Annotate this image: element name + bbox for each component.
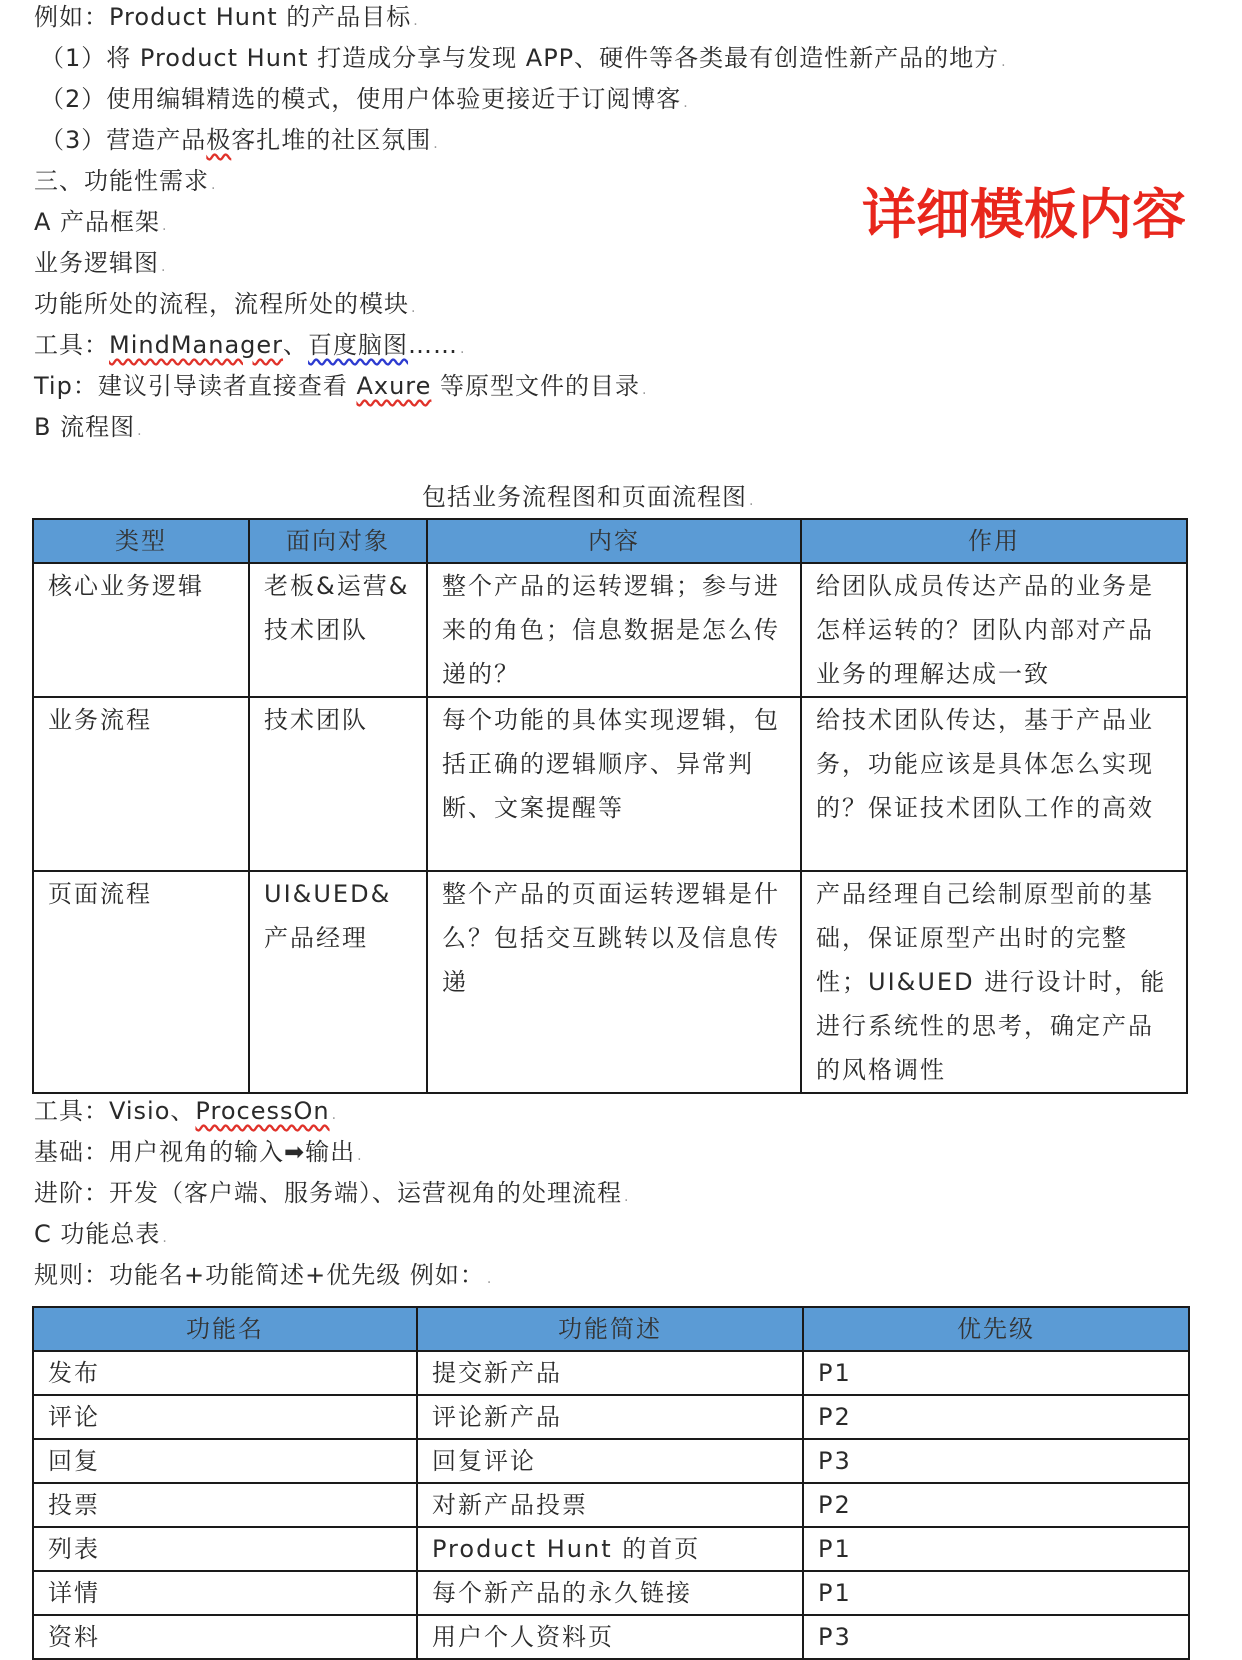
cell-priority: P3 [803, 1439, 1189, 1483]
text-line-goal-3: （3）营造产品极客扎堆的社区氛围 . [40, 126, 439, 154]
paragraph-mark: . [486, 1271, 493, 1287]
cell-purpose: 给技术团队传达，基于产品业务，功能应该是具体怎么实现的？保证技术团队工作的高效 [801, 697, 1187, 871]
feature-summary-table [32, 1306, 1190, 1660]
cell-priority: P2 [803, 1483, 1189, 1527]
text-line-example: 例如：Product Hunt 的产品目标 . [34, 3, 419, 31]
text-line-goal-2: （2）使用编辑精选的模式，使用户体验更接近于订阅博客 . [40, 85, 689, 113]
cell-feature-desc: 回复评论 [417, 1439, 803, 1483]
table-row [33, 697, 1187, 871]
table-row [33, 1483, 1189, 1527]
cell-feature-desc: 用户个人资料页 [417, 1615, 803, 1659]
paragraph-mark: . [683, 95, 689, 111]
spellcheck-word[interactable]: ProcessOn [195, 1097, 330, 1125]
cell-type: 业务流程 [33, 697, 249, 871]
table-row [33, 563, 1187, 697]
cell-purpose: 产品经理自己绘制原型前的基础，保证原型产出时的完整性；UI&UED 进行设计时，能进行系统性的思考，确定产品的风格调性 [801, 871, 1187, 1093]
table-row [33, 1351, 1189, 1395]
cell-feature-name: 回复 [33, 1439, 417, 1483]
heading-product-framework: A 产品框架 . [34, 208, 168, 236]
paragraph-mark: . [161, 259, 167, 275]
heading-flowchart: B 流程图 . [34, 413, 143, 441]
table-row [33, 1395, 1189, 1439]
grammar-check-word[interactable]: 百度脑图 [308, 331, 409, 359]
text-line-advanced: 进阶：开发（客户端、服务端）、运营视角的处理流程 . [34, 1179, 630, 1207]
cell-feature-name: 列表 [33, 1527, 417, 1571]
text-line-flow-module: 功能所处的流程，流程所处的模块 . [34, 290, 417, 318]
text-line-tools-2: 工具：Visio、ProcessOn . [34, 1097, 338, 1125]
table-row [33, 1571, 1189, 1615]
cell-feature-name: 发布 [33, 1351, 417, 1395]
paragraph-mark: . [624, 1189, 630, 1205]
column-header-priority: 优先级 [803, 1307, 1189, 1351]
paragraph-mark: . [137, 423, 143, 439]
column-header-type: 类型 [33, 519, 249, 563]
cell-feature-name: 详情 [33, 1571, 417, 1615]
cell-audience: UI&UED& 产品经理 [249, 871, 427, 1093]
cell-content: 每个功能的具体实现逻辑，包括正确的逻辑顺序、异常判断、文案提醒等 [427, 697, 801, 871]
text-line-goal-1: （1）将 Product Hunt 打造成分享与发现 APP、硬件等各类最有创造性新产品的地方 . [40, 44, 1007, 72]
paragraph-mark: . [162, 1230, 168, 1246]
cell-audience: 老板&运营&技术团队 [249, 563, 427, 697]
cell-purpose: 给团队成员传达产品的业务是怎样运转的？团队内部对产品业务的理解达成一致 [801, 563, 1187, 697]
overlay-title-stamp: 详细模板内容 [862, 183, 1186, 246]
cell-feature-desc: Product Hunt 的首页 [417, 1527, 803, 1571]
table-caption: 包括业务流程图和页面流程图 . [422, 483, 755, 511]
cell-feature-name: 评论 [33, 1395, 417, 1439]
flow-types-table [32, 518, 1188, 1094]
cell-type: 页面流程 [33, 871, 249, 1093]
paragraph-mark: . [642, 382, 648, 398]
cell-feature-desc: 每个新产品的永久链接 [417, 1571, 803, 1615]
column-header-feature-name: 功能名 [33, 1307, 417, 1351]
paragraph-mark: . [211, 177, 217, 193]
cell-priority: P1 [803, 1351, 1189, 1395]
paragraph-mark: . [331, 1107, 338, 1123]
column-header-feature-desc: 功能简述 [417, 1307, 803, 1351]
table-row [33, 1615, 1189, 1659]
column-header-purpose: 作用 [801, 519, 1187, 563]
table-row [33, 1527, 1189, 1571]
table-row [33, 871, 1187, 1093]
text-line-tip: Tip：建议引导读者直接查看 Axure 等原型文件的目录 . [34, 372, 648, 400]
cell-priority: P1 [803, 1571, 1189, 1615]
cell-feature-desc: 评论新产品 [417, 1395, 803, 1439]
cell-audience: 技术团队 [249, 697, 427, 871]
spellcheck-word[interactable]: MindManager [109, 331, 284, 359]
heading-feature-summary: C 功能总表 . [34, 1220, 168, 1248]
text-line-basic: 基础：用户视角的输入➡输出 . [34, 1138, 363, 1166]
paragraph-mark: . [460, 341, 466, 357]
paragraph-mark: . [162, 218, 168, 234]
cell-content: 整个产品的页面运转逻辑是什么？包括交互跳转以及信息传递 [427, 871, 801, 1093]
cell-feature-desc: 提交新产品 [417, 1351, 803, 1395]
cell-priority: P2 [803, 1395, 1189, 1439]
cell-feature-desc: 对新产品投票 [417, 1483, 803, 1527]
cell-feature-name: 投票 [33, 1483, 417, 1527]
cell-feature-name: 资料 [33, 1615, 417, 1659]
heading-functional-requirements: 三、功能性需求 . [34, 167, 217, 195]
text-line-tools: 工具：MindManager、百度脑图…… . [34, 331, 466, 359]
text-line-business-logic: 业务逻辑图 . [34, 249, 167, 277]
paragraph-mark: . [433, 136, 439, 152]
paragraph-mark: . [357, 1148, 363, 1164]
cell-type: 核心业务逻辑 [33, 563, 249, 697]
spellcheck-word[interactable]: Axure [356, 372, 432, 400]
paragraph-mark: . [749, 493, 755, 509]
cell-priority: P1 [803, 1527, 1189, 1571]
spellcheck-word[interactable]: 极 [206, 126, 232, 154]
cell-content: 整个产品的运转逻辑；参与进来的角色；信息数据是怎么传递的？ [427, 563, 801, 697]
table-row [33, 1439, 1189, 1483]
text-line-rule: 规则：功能名+功能简述+优先级 例如： . [34, 1261, 493, 1289]
table-header-row [33, 519, 1187, 563]
paragraph-mark: . [1001, 54, 1007, 70]
cell-priority: P3 [803, 1615, 1189, 1659]
column-header-content: 内容 [427, 519, 801, 563]
table-header-row [33, 1307, 1189, 1351]
column-header-audience: 面向对象 [249, 519, 427, 563]
paragraph-mark: . [413, 13, 419, 29]
paragraph-mark: . [411, 300, 417, 316]
